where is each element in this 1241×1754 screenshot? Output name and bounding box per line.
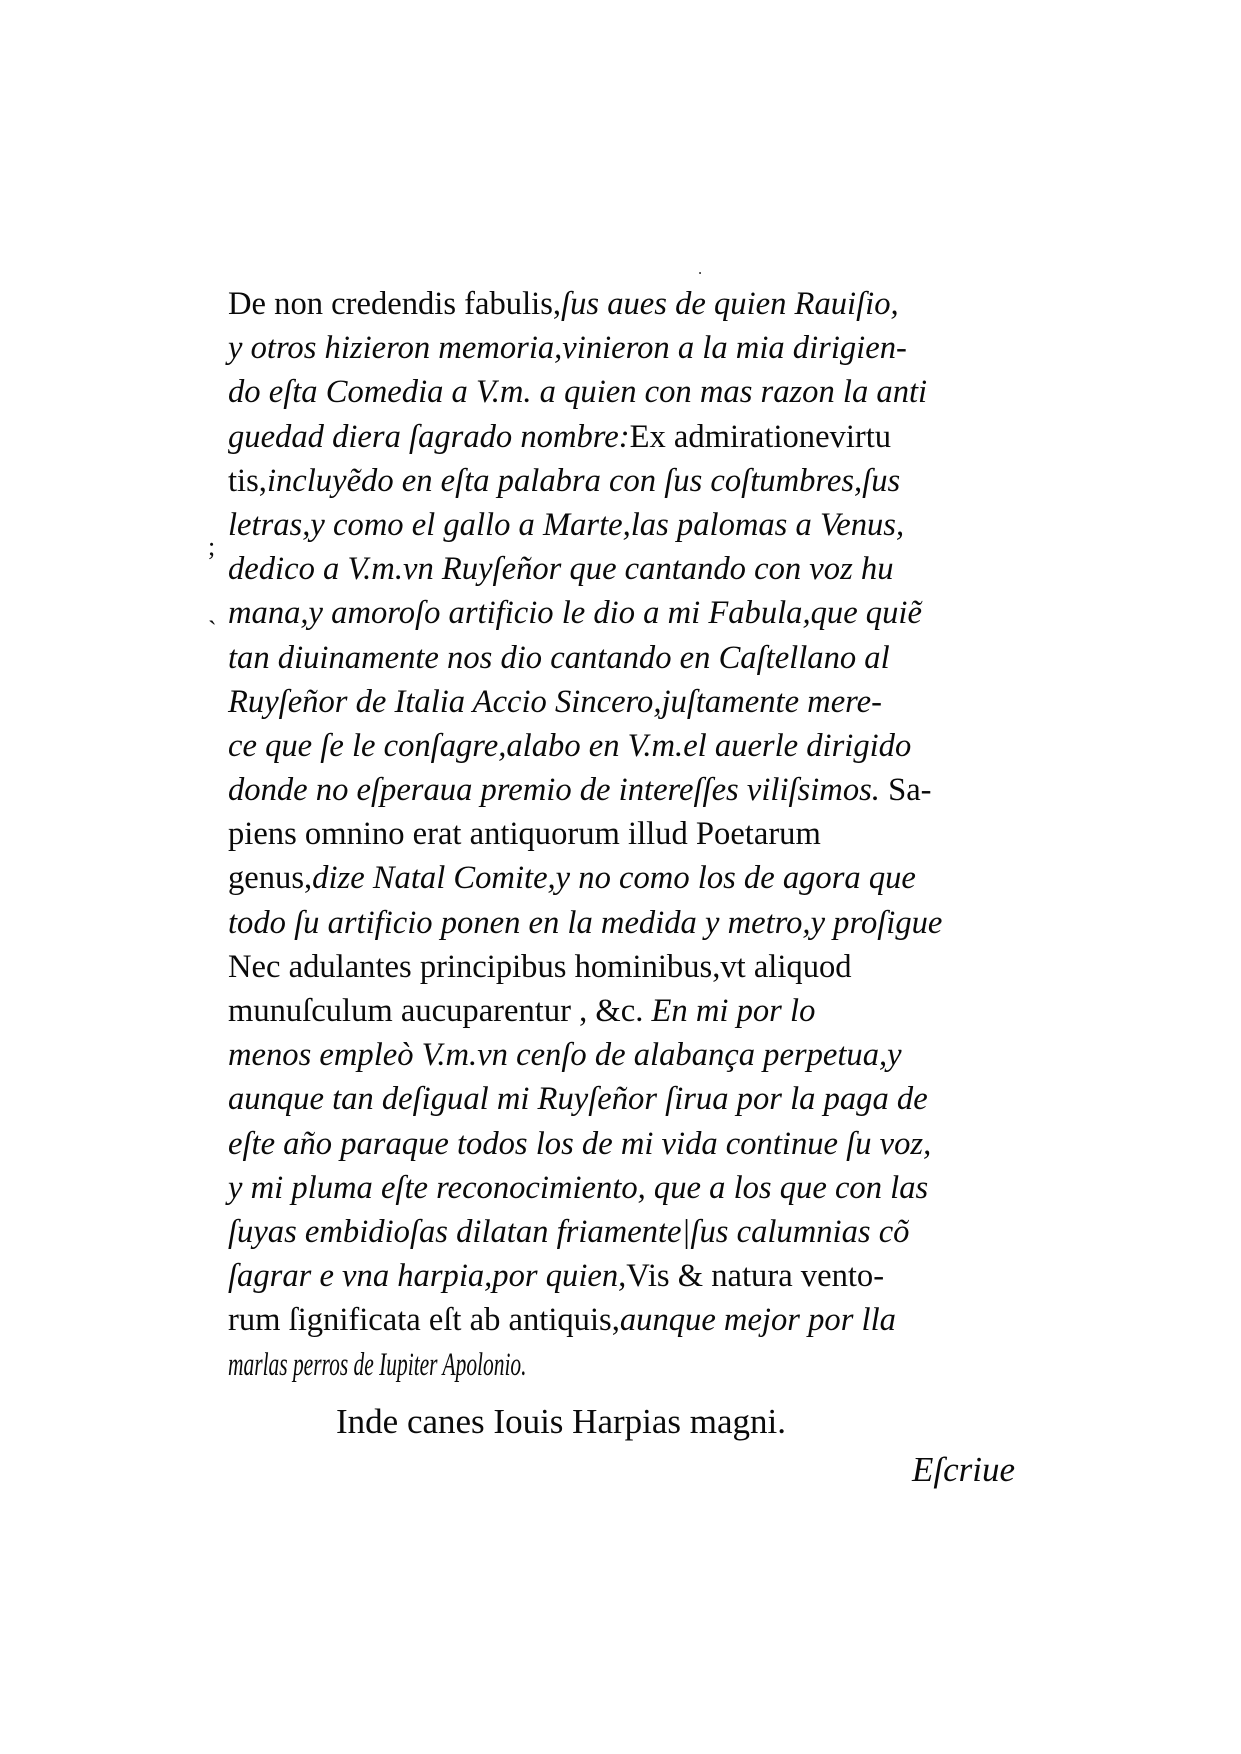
text-line [228, 680, 1018, 724]
text-line [228, 1343, 748, 1387]
roman-segment: Vis & natura vento- [626, 1258, 885, 1295]
italic-segment: y otros hizieron memoria,vinieron a la mia dirigien- [228, 330, 907, 367]
italic-segment: dedico a V.m.vn Ruyſeñor que cantando con voz hu [228, 551, 894, 588]
italic-segment: letras,y como el gallo a Marte,las palomas a Venus, [228, 506, 905, 543]
text-line [228, 856, 1018, 900]
roman-segment: rum ſignificata eſt ab antiquis, [228, 1302, 620, 1339]
italic-segment: ſus aues de quien Rauiſio, [561, 286, 899, 322]
text-line [228, 768, 1018, 812]
text-line [228, 1298, 1018, 1342]
text-line [228, 591, 1018, 635]
italic-segment: do eſta Comedia a V.m. a quien con mas razon la anti [228, 374, 928, 411]
text-line [228, 1254, 1018, 1298]
text-line [228, 901, 1018, 945]
text-line [228, 636, 1018, 680]
text-line [228, 370, 1018, 414]
margin-mark-2: ˎ [208, 596, 217, 625]
italic-segment: dize Natal Comite,y no como los de agora que [312, 860, 916, 897]
roman-segment: De non credendis fabulis, [228, 286, 562, 322]
italic-segment: En mi por lo [651, 993, 816, 1029]
italic-segment: marlas perros de Iupiter Apolonio. [228, 1346, 527, 1383]
italic-segment: Ruyſeñor de Italia Accio Sincero,juſtamente mere- [228, 683, 882, 720]
text-line [228, 1166, 1018, 1210]
text-line [228, 989, 1018, 1033]
dedication-text [228, 282, 1028, 1387]
text-line [228, 1210, 1018, 1254]
italic-segment: ce que ſe le conſagre,alabo en V.m.el auerle dirigido [228, 727, 912, 764]
roman-segment: tis, [228, 462, 267, 499]
italic-segment: y mi pluma eſte reconocimiento, que a los que con las [228, 1169, 929, 1206]
text-line [228, 945, 1018, 989]
catchword: Eſcriue [912, 1450, 1016, 1489]
text-line [228, 547, 1018, 591]
text-line [228, 459, 1018, 503]
italic-segment: ſuyas embidioſas dilatan friamente|ſus calumnias cõ [228, 1213, 910, 1250]
italic-segment: tan diuinamente nos dio cantando en Caſtellano al [228, 639, 890, 676]
roman-segment: Sa- [879, 772, 932, 809]
italic-segment: ſagrar e vna harpia,por quien, [228, 1258, 627, 1295]
roman-segment: genus, [228, 860, 313, 897]
italic-segment: eſte año paraque todos los de mi vida continue ſu voz, [228, 1125, 932, 1162]
roman-segment: munuſculum aucuparentur , &c. [228, 993, 652, 1029]
italic-segment: guedad diera ſagrado nombre: [228, 418, 630, 455]
text-line [228, 724, 1018, 768]
italic-segment: incluyẽdo en eſta palabra con ſus coſtumbres,ſus [266, 462, 901, 499]
italic-segment: menos empleò V.m.vn cenſo de alabança perpetua,y [228, 1037, 902, 1074]
roman-segment: piens omnino erat antiquorum illud Poetarum [228, 816, 821, 853]
italic-segment: todo ſu artificio ponen en la medida y metro,y proſigue [228, 904, 943, 941]
italic-segment: aunque mejor por lla [619, 1302, 896, 1339]
text-line [228, 812, 1018, 856]
text-line [228, 1033, 1018, 1077]
text-line [228, 282, 1018, 326]
text-line [228, 326, 1018, 370]
text-line [228, 503, 1018, 547]
italic-segment: mana,y amoroſo artificio le dio a mi Fabula,que quiẽ [228, 595, 922, 632]
italic-segment: donde no eſperaua premio de intereſſes viliſsimos. [228, 772, 880, 809]
text-line [228, 1077, 1018, 1121]
roman-segment: Nec adulantes principibus hominibus,vt aliquod [228, 948, 852, 985]
margin-mark-1: ; [208, 532, 216, 561]
roman-segment: Ex admirationevirtu [629, 418, 892, 455]
italic-segment: aunque tan deſigual mi Ruyſeñor ſirua por la paga de [228, 1081, 928, 1118]
latin-verse: Inde canes Iouis Harpias magni. [336, 1402, 786, 1441]
text-line [228, 415, 1018, 459]
text-line [228, 1122, 1018, 1166]
